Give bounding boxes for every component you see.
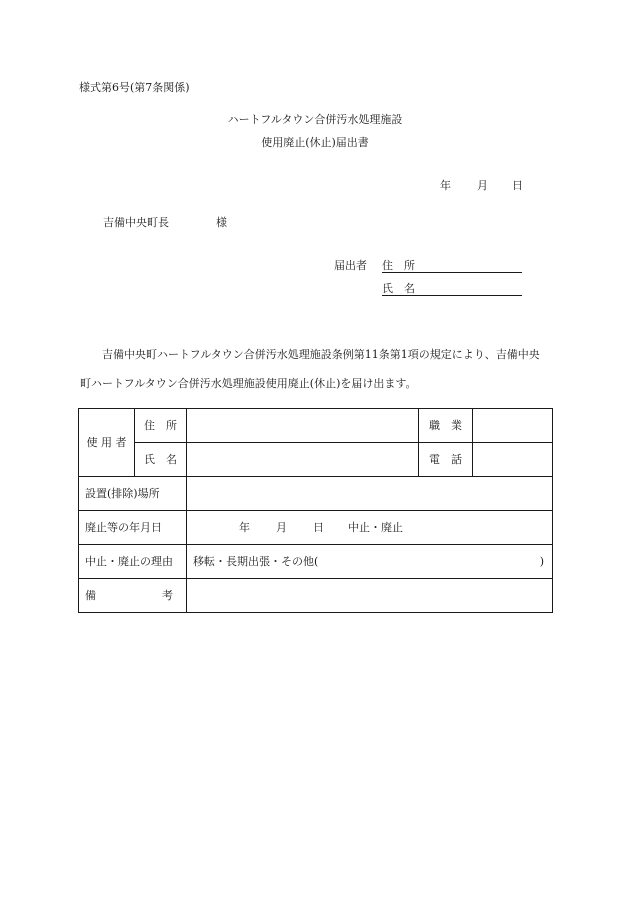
date-year-label: 年: [440, 179, 451, 192]
applicant-address-field[interactable]: [382, 259, 522, 273]
remarks-label: 備 考: [79, 579, 187, 613]
abolish-date-day: 日: [313, 520, 324, 534]
user-name-label: 氏 名: [135, 443, 187, 477]
date-day-label: 日: [512, 179, 523, 192]
remarks-field[interactable]: [187, 579, 553, 613]
occupation-label: 職 業: [419, 409, 473, 443]
applicant-label: 届出者: [334, 259, 367, 272]
abolish-date-year: 年: [239, 520, 250, 534]
phone-label: 電 話: [419, 443, 473, 477]
location-label: 設置(排除)場所: [79, 477, 187, 511]
recipient-name: 吉備中央町長: [103, 216, 169, 229]
notification-form-table: [78, 408, 553, 613]
phone-field[interactable]: [473, 443, 553, 477]
abolish-type-options: 中止・廃止: [348, 520, 403, 534]
reason-options: 移転・長期出張・その他(: [193, 554, 319, 568]
reason-close-paren: ): [539, 555, 544, 568]
date-month-label: 月: [477, 179, 488, 192]
submission-date: [440, 179, 523, 193]
recipient-honorific: 様: [216, 216, 227, 229]
abolish-date-label: 廃止等の年月日: [79, 511, 187, 545]
location-field[interactable]: [187, 477, 553, 511]
user-address-field[interactable]: [187, 409, 419, 443]
reason-label: 中止・廃止の理由: [79, 545, 187, 579]
body-text: 吉備中央町ハートフルタウン合併汚水処理施設条例第11条第1項の規定により、吉備中央町ハートフルタウン合併汚水処理施設使用廃止(休止)を届け出ます。: [80, 348, 540, 390]
abolish-date-field[interactable]: [187, 511, 553, 545]
abolish-date-month: 月: [276, 520, 287, 534]
applicant-address-label: 住 所: [382, 259, 415, 272]
form-number: 様式第6号(第7条関係): [79, 81, 190, 94]
applicant-name-field[interactable]: [382, 282, 522, 296]
user-address-label: 住 所: [135, 409, 187, 443]
recipient: [103, 216, 227, 230]
user-name-field[interactable]: [187, 443, 419, 477]
occupation-field[interactable]: [473, 409, 553, 443]
document-title-line2: 使用廃止(休止)届出書: [261, 136, 369, 149]
document-title-line1: ハートフルタウン合併汚水処理施設: [227, 113, 403, 126]
user-label: 使 用 者: [79, 409, 135, 477]
reason-field[interactable]: [187, 545, 553, 579]
applicant-name-label: 氏 名: [382, 282, 415, 295]
